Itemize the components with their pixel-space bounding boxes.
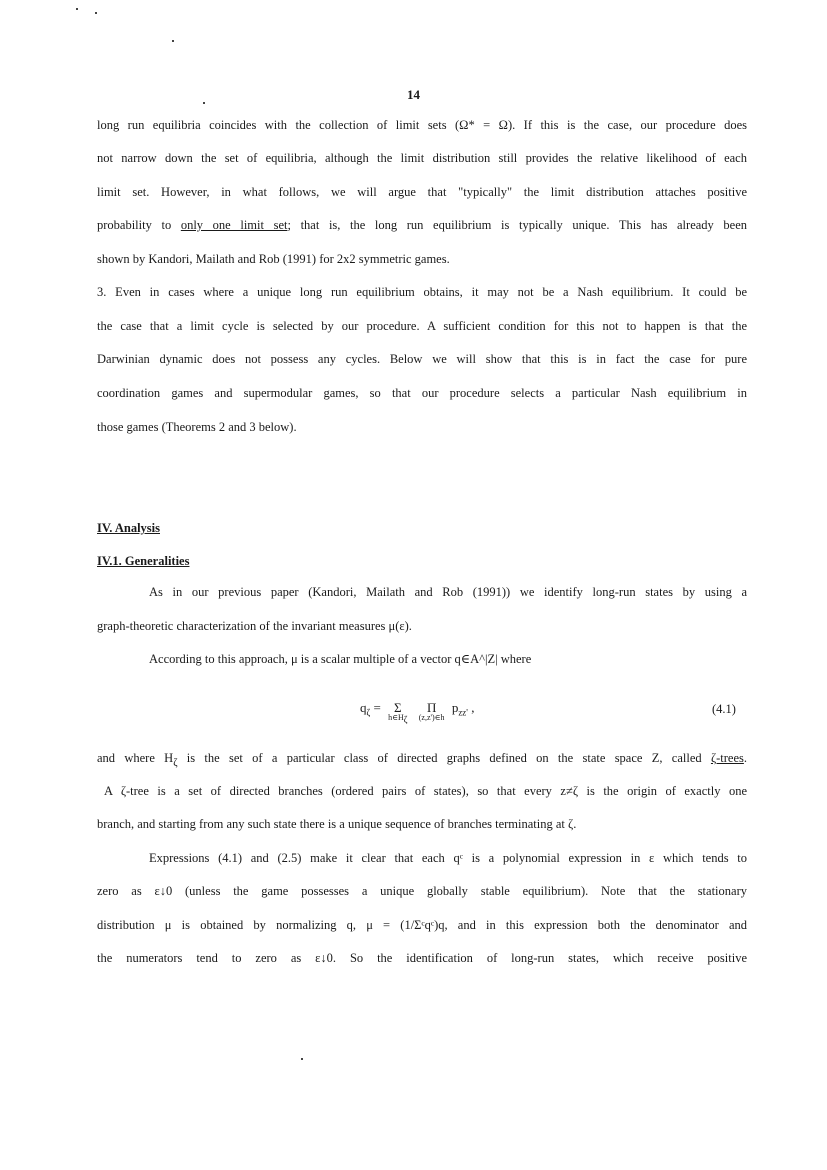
scan-speck xyxy=(76,8,78,10)
scan-speck xyxy=(95,12,97,14)
sum-limit xyxy=(388,713,407,725)
paragraph-line: the case that a limit cycle is selected by our procedure. A sufficient condition for this not to happen is that the xyxy=(97,319,747,333)
equation-4-1 xyxy=(360,700,474,725)
sum-limit-text: h∈H xyxy=(388,713,404,722)
text-span: . xyxy=(743,751,747,765)
text-span: ; that is, the long run equilibrium is typically unique. This has already been xyxy=(287,218,748,232)
paragraph-line: 3. Even in cases where a unique long run equilibrium obtains, it may not be a Nash equilibrium. It could be xyxy=(97,285,747,299)
sum-symbol: Σ xyxy=(394,700,402,715)
equation-product xyxy=(419,700,445,722)
paragraph-line: A ζ-tree is a set of directed branches (ordered pairs of states), so that every z≠ζ is the origin of exactly one xyxy=(104,784,747,798)
paragraph-line: branch, and starting from any such state there is a unique sequence of branches terminating at ζ. xyxy=(97,817,577,831)
emphasized-phrase: only one limit set xyxy=(180,218,288,232)
paragraph-line: graph-theoretic characterization of the invariant measures μ(ε). xyxy=(97,619,412,633)
paragraph-line: limit set. However, in what follows, we will argue that "typically" the limit distribution attaches positive xyxy=(97,185,747,199)
paragraph-line: According to this approach, μ is a scalar multiple of a vector q∈A^|Z| where xyxy=(149,652,532,666)
equation-sum xyxy=(388,700,407,725)
paragraph-line: zero as ε↓0 (unless the game possesses a unique globally stable equilibrium). Note that the stationary xyxy=(97,884,747,898)
paragraph-line: Darwinian dynamic does not possess any cycles. Below we will show that this is in fact the case for pure xyxy=(97,352,747,366)
section-heading: IV. Analysis xyxy=(97,521,160,535)
product-limit: (z,z')∈h xyxy=(418,713,445,722)
scan-speck xyxy=(301,1058,303,1060)
paragraph-line xyxy=(97,750,747,772)
emphasized-term: ζ-trees xyxy=(710,751,744,765)
product-symbol: Π xyxy=(426,700,437,715)
page-number: 14 xyxy=(407,87,420,102)
paragraph-line: Expressions (4.1) and (2.5) make it clear that each qᶜ is a polynomial expression in ε which tends to xyxy=(149,851,747,865)
equation-p: p xyxy=(451,700,459,715)
paragraph-line: not narrow down the set of equilibria, although the limit distribution still provides the relative likelihood of each xyxy=(97,151,747,165)
subsection-heading: IV.1. Generalities xyxy=(97,554,190,568)
sum-limit-sub: ζ xyxy=(403,714,408,725)
text-span: and where H xyxy=(97,751,174,765)
text-span: is the set of a particular class of directed graphs defined on the state space Z, called xyxy=(177,751,711,765)
paragraph-line: the numerators tend to zero as ε↓0. So the identification of long-run states, which receive positive xyxy=(97,951,747,965)
paragraph-line: those games (Theorems 2 and 3 below). xyxy=(97,420,297,434)
paragraph-line xyxy=(97,217,747,233)
text-span: probability to xyxy=(97,218,181,232)
subscript: ζ xyxy=(173,757,178,769)
equation-equals: = xyxy=(373,700,385,715)
paragraph-line: coordination games and supermodular games, so that our procedure selects a particular Nash equilibrium in xyxy=(97,386,747,400)
equation-term: $p_{zz'}$ , xyxy=(451,700,475,718)
paragraph-line: long run equilibria coincides with the collection of limit sets (Ω* = Ω). If this is the case, our procedure does xyxy=(97,118,747,132)
scan-speck xyxy=(172,40,174,42)
equation-number: (4.1) xyxy=(712,702,736,716)
equation-q: q xyxy=(360,700,367,715)
equation-q-sub: ζ xyxy=(366,707,371,718)
equation-lhs xyxy=(360,700,371,718)
paragraph-line: shown by Kandori, Mailath and Rob (1991) for 2x2 symmetric games. xyxy=(97,252,450,266)
equation-p-sub: zz' xyxy=(458,707,468,718)
paragraph-line: As in our previous paper (Kandori, Mailath and Rob (1991)) we identify long-run states by using a xyxy=(149,585,747,599)
paragraph-line: distribution μ is obtained by normalizing q, μ = (1/Σᶜqᶜ)q, and in this expression both the denominator and xyxy=(97,918,747,932)
